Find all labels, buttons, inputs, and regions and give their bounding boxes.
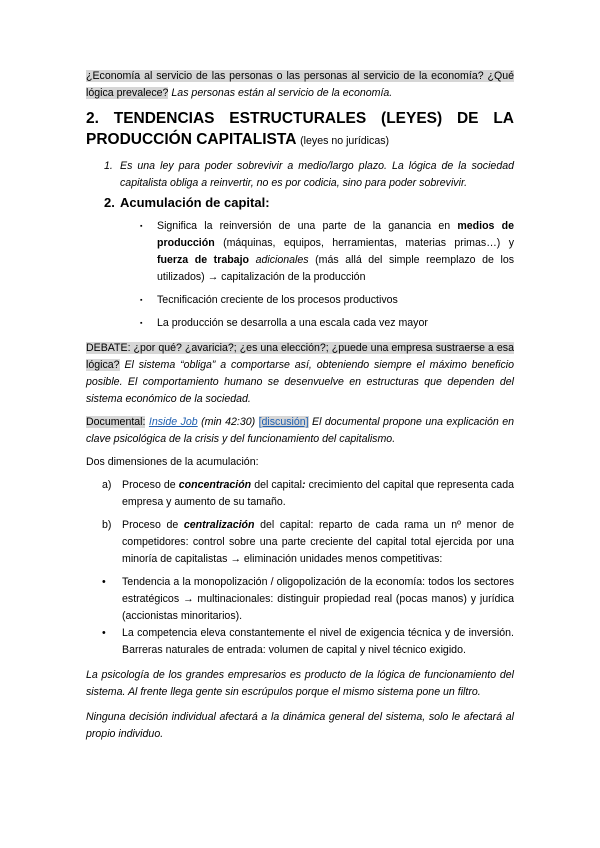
section-subtitle: (leyes no jurídicas) — [300, 135, 390, 147]
bullet-text: La producción se desarrolla a una escala cada vez mayor — [157, 317, 428, 329]
bullet-text — [157, 218, 514, 286]
text-run: crecimiento del capital que representa cada empresa y aumento de su tamaño. — [122, 479, 514, 508]
debate-answer: El sistema “obliga” a comportarse así, obteniendo siempre el máximo beneficio posible. El comportamiento humano se desenvuelve en estructuras que dependen del sistema económico de la sociedad. — [86, 359, 514, 405]
text-run: del capital — [251, 479, 302, 491]
text-run: : — [302, 479, 306, 491]
documental-label: Documental: — [86, 416, 146, 428]
text-run: Proceso de — [122, 479, 179, 491]
document-content — [86, 68, 514, 743]
dimension-b — [102, 517, 514, 568]
documental-text: El documental propone una explicación en clave psicológica de la crisis y del funcionamiento del capitalismo. — [86, 416, 515, 445]
bullet-marker: ▪ — [140, 297, 143, 304]
bullet-text: Tecnificación creciente de los procesos productivos — [157, 294, 398, 306]
text-run: Significa la reinversión de una parte de la ganancia en — [157, 220, 458, 232]
closing-paragraph-1: La psicología de los grandes empresarios es producto de la lógica de funcionamiento del sistema. Al frente llega gente sin escrúpulos porque el mismo sistema pone un filtro. — [86, 669, 514, 698]
bold-term: fuerza de trabajo — [157, 254, 249, 266]
dimension-text — [122, 517, 514, 568]
text-run: Proceso de — [122, 519, 184, 531]
item-number: 1. — [104, 160, 113, 172]
dimension-a — [102, 477, 514, 511]
intro-paragraph — [86, 68, 514, 102]
tendency-text: Tendencia a la monopolización / oligopolización de la economía: todos los sectores estratégicos → multinacionales: distinguir propiedad real (pocas manos) y jurídica (accionistas minoritarios). — [122, 576, 514, 622]
numbered-item-1 — [104, 158, 514, 192]
intro-question: ¿Economía al servicio de las personas o las personas al servicio de la economía? ¿Qué lógica prevalece? — [86, 70, 514, 99]
bold-term: medios de producción — [157, 220, 514, 249]
debate-question: DEBATE: ¿por qué? ¿avaricia?; ¿es una elección?; ¿puede una empresa sustraerse a esa lógica? — [86, 342, 514, 371]
text-run: (más allá del simple reemplazo de los utilizados) → capitalización de la producción — [157, 254, 515, 283]
tendency-text: La competencia eleva constantemente el nivel de exigencia técnica y de inversión. Barreras naturales de entrada: volumen de capital y nivel técnico exigido. — [122, 627, 514, 656]
documental-time: (min 42:30) — [201, 416, 256, 428]
discussion-link[interactable]: [discusión] — [258, 416, 309, 428]
dimensions-intro: Dos dimensiones de la acumulación: — [86, 456, 259, 468]
text-run: (máquinas, equipos, herramientas, materias primas…) y — [214, 237, 514, 249]
tendency-item — [102, 625, 514, 659]
bullet-marker: • — [102, 627, 106, 639]
bullet-item — [140, 292, 514, 309]
item-title: Acumulación de capital: — [120, 195, 270, 210]
item-text: Es una ley para poder sobrevivir a medio/largo plazo. La lógica de la sociedad capitalista obliga a reinvertir, no es por codicia, sino para poder sobrevivir. — [120, 160, 514, 189]
bullet-item — [140, 218, 514, 286]
closing-paragraph-2: Ninguna decisión individual afectará a la dinámica general del sistema, solo le afectará al propio individuo. — [86, 711, 514, 740]
bullet-item — [140, 315, 514, 332]
dimension-text — [122, 477, 514, 511]
inside-job-link[interactable]: Inside Job — [148, 416, 198, 428]
item-number: 2. — [104, 195, 115, 210]
key-term: centralización — [183, 519, 255, 531]
text-run: del capital: reparto de cada rama un nº menor de competidores: control sobre una parte creciente del capital total ejercida por una minoría de capitalistas → eliminación unidades menos competitivas: — [122, 519, 514, 565]
tendency-item — [102, 574, 514, 625]
bullet-marker: ▪ — [140, 223, 143, 230]
debate-paragraph — [86, 340, 514, 408]
intro-answer: Las personas están al servicio de la economía. — [171, 87, 393, 99]
documental-paragraph — [86, 414, 514, 448]
bullet-marker: • — [102, 576, 106, 588]
numbered-item-2 — [104, 194, 514, 212]
section-title: 2. TENDENCIAS ESTRUCTURALES (LEYES) DE LA PRODUCCIÓN CAPITALISTA — [86, 110, 514, 148]
key-term: concentración — [178, 479, 252, 491]
section-heading — [86, 108, 514, 152]
italic-term: adicionales — [255, 254, 309, 266]
bullet-marker: ▪ — [140, 320, 143, 327]
dimension-marker: a) — [102, 479, 112, 491]
dimension-marker: b) — [102, 519, 112, 531]
